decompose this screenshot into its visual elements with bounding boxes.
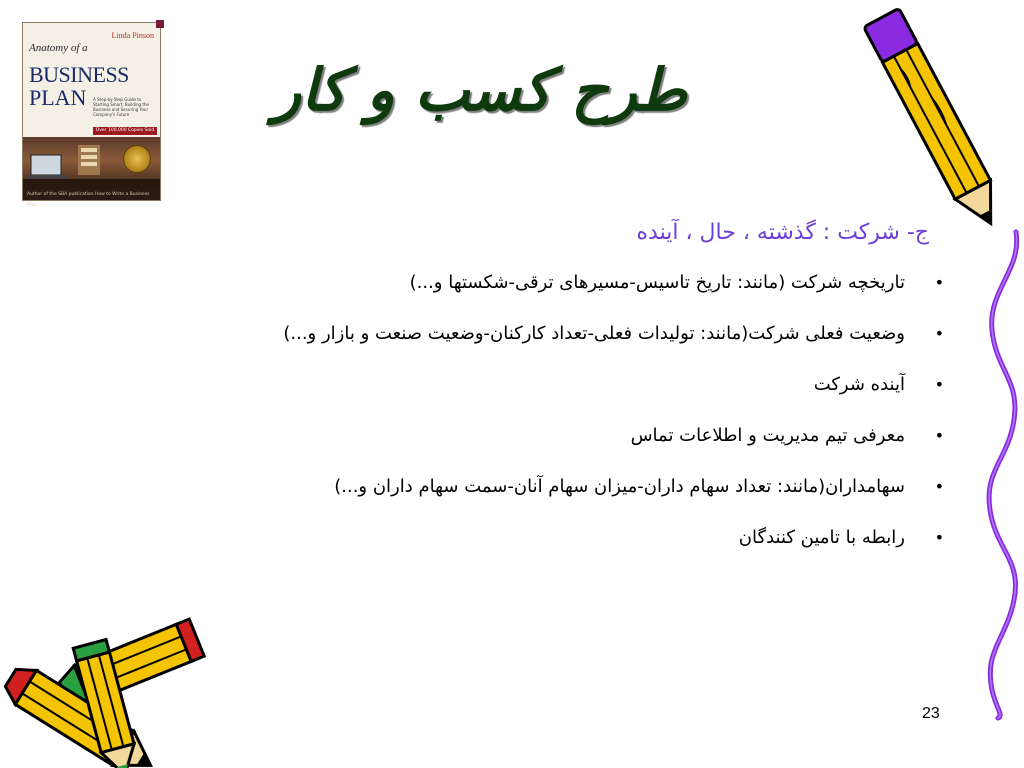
bullet-text: سهامداران(مانند: تعداد سهام داران-میزان سهام آنان-سمت سهام داران و...) <box>334 476 905 497</box>
bullet-item <box>62 469 944 520</box>
bullet-text: تاریخچه شرکت (مانند: تاریخ تاسیس-مسیرهای ترقی-شکستها و...) <box>409 272 905 293</box>
slide-title: طرح کسب و کار <box>273 56 687 124</box>
book-cover-image <box>22 22 161 208</box>
book-title-line1: Anatomy of a <box>29 42 88 54</box>
book-sold-badge: Over 100,000 Copies Sold <box>93 127 157 135</box>
bullet-item <box>62 418 944 469</box>
bullet-text: وضعیت فعلی شرکت(مانند: تولیدات فعلی-تعداد کارکنان-وضعیت صنعت و بازار و...) <box>283 323 905 344</box>
book-description: A Step-by-Step Guide to Starting Smart, Building the Business and Securing Your Company's Future <box>93 97 149 117</box>
bullet-list <box>62 265 944 571</box>
bullet-marker: • <box>934 324 944 343</box>
book-author: Linda Pinson <box>111 31 154 40</box>
pencil-icon <box>860 0 1010 250</box>
bullet-text: معرفی تیم مدیریت و اطلاعات تماس <box>630 425 905 446</box>
book-title-line3: PLAN <box>29 85 87 110</box>
award-seal-icon <box>123 145 151 173</box>
bullet-marker: • <box>934 528 944 547</box>
decorative-wavy-line <box>978 230 1024 720</box>
book-corner-mark <box>156 20 164 28</box>
bullet-item <box>62 520 944 571</box>
page-number: 23 <box>922 705 940 722</box>
bullet-item <box>62 316 944 367</box>
bullet-item <box>62 265 944 316</box>
bullet-item <box>62 367 944 418</box>
bullet-marker: • <box>934 273 944 292</box>
bullet-text: رابطه با تامین کنندگان <box>738 527 905 548</box>
book-footer-text: Author of the SBA publication How to Write a Business Plan <box>23 189 160 200</box>
bullet-marker: • <box>934 426 944 445</box>
bullet-text: آینده شرکت <box>813 374 905 395</box>
crossed-pencils-icon <box>0 615 210 765</box>
book-title-line2: BUSINESS <box>29 62 129 87</box>
bullet-marker: • <box>934 375 944 394</box>
bullet-marker: • <box>934 477 944 496</box>
section-subheading: ج- شرکت : گذشته ، حال ، آینده <box>636 220 929 245</box>
